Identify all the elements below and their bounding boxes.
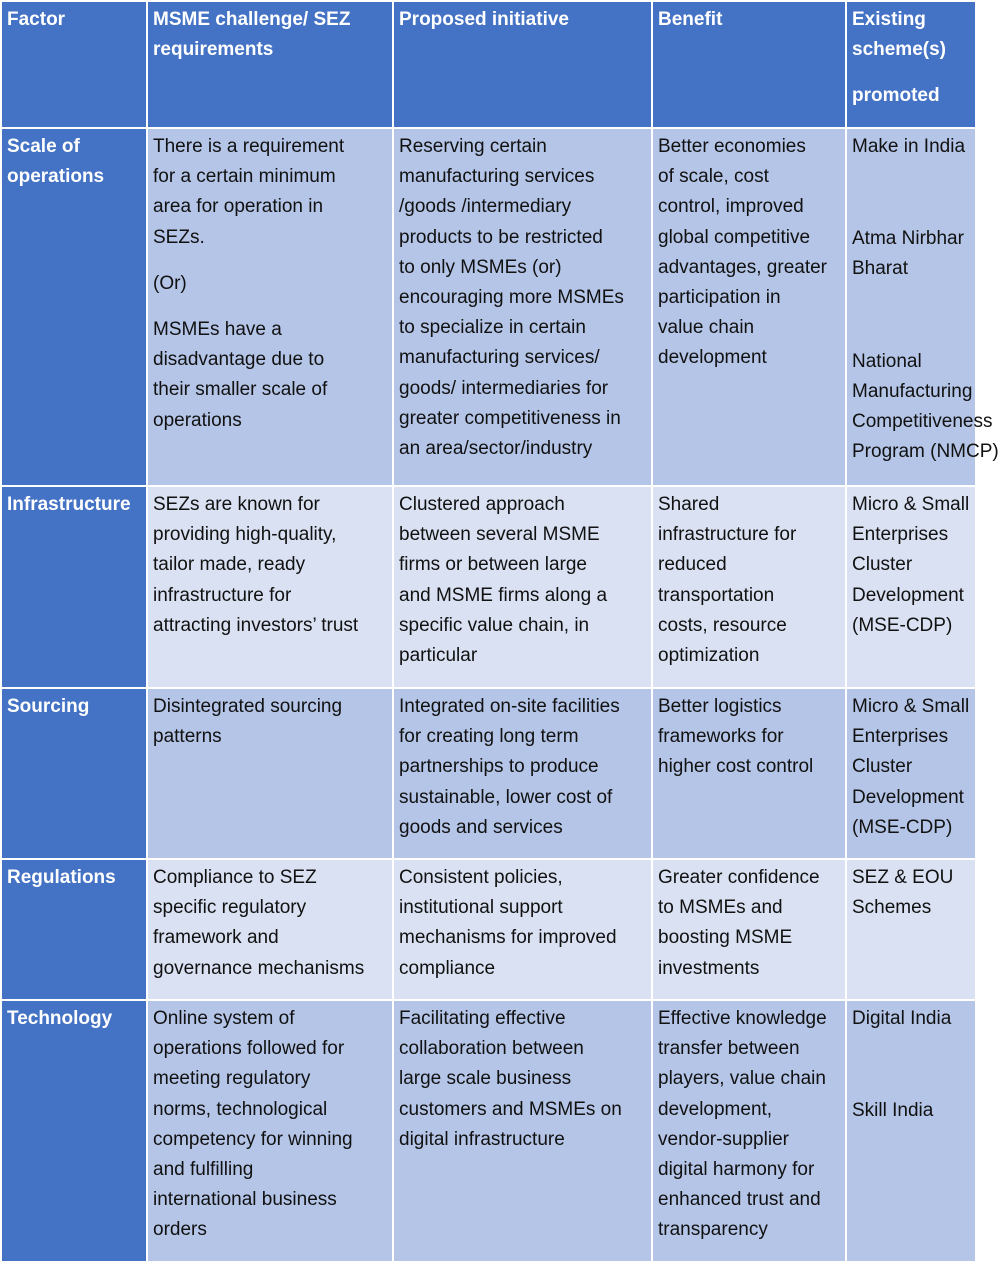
table-row xyxy=(1,859,976,1000)
header-schemes: Existing scheme(s) promoted xyxy=(846,1,976,128)
initiative-cell: Clustered approach between several MSME firms or between large and MSME firms along a specific value chain, in particular xyxy=(393,486,652,688)
schemes-cell: Digital India Skill India xyxy=(846,1000,976,1262)
schemes-cell: Micro & Small Enterprises Cluster Development (MSE-CDP) xyxy=(846,486,976,688)
factor-cell: Scale of operations xyxy=(1,128,147,486)
initiative-cell: Reserving certain manufacturing services /goods /intermediary products to be restricted to only MSMEs (or) encouraging more MSMEs to specialize in certain manufacturing services/ goods/ intermediaries for greater competitiveness in an area/sector/industry xyxy=(393,128,652,486)
challenge-cell: SEZs are known for providing high-quality, tailor made, ready infrastructure for attracting investors’ trust xyxy=(147,486,393,688)
factor-cell: Technology xyxy=(1,1000,147,1262)
initiative-cell: Integrated on-site facilities for creating long term partnerships to produce sustainable, lower cost of goods and services xyxy=(393,688,652,859)
challenge-cell: Disintegrated sourcing patterns xyxy=(147,688,393,859)
table-row xyxy=(1,128,976,486)
table-row xyxy=(1,1000,976,1262)
schemes-cell: Make in India Atma Nirbhar Bharat National Manufacturing Competitiveness Program (NMCP) xyxy=(846,128,976,486)
benefit-cell: Effective knowledge transfer between players, value chain development, vendor-supplier digital harmony for enhanced trust and transparency xyxy=(652,1000,846,1262)
initiative-cell: Facilitating effective collaboration between large scale business customers and MSMEs on digital infrastructure xyxy=(393,1000,652,1262)
header-benefit: Benefit xyxy=(652,1,846,128)
challenge-cell: There is a requirement for a certain minimum area for operation in SEZs. (Or) MSMEs have a disadvantage due to their smaller scale of operations xyxy=(147,128,393,486)
table-row xyxy=(1,486,976,688)
table-row xyxy=(1,688,976,859)
factor-cell: Infrastructure xyxy=(1,486,147,688)
benefit-cell: Greater confidence to MSMEs and boosting MSME investments xyxy=(652,859,846,1000)
header-factor: Factor xyxy=(1,1,147,128)
header-initiative: Proposed initiative xyxy=(393,1,652,128)
challenge-cell: Compliance to SEZ specific regulatory framework and governance mechanisms xyxy=(147,859,393,1000)
factor-cell: Sourcing xyxy=(1,688,147,859)
factor-cell: Regulations xyxy=(1,859,147,1000)
benefit-cell: Better economies of scale, cost control, improved global competitive advantages, greater participation in value chain development xyxy=(652,128,846,486)
benefit-cell: Shared infrastructure for reduced transportation costs, resource optimization xyxy=(652,486,846,688)
header-row xyxy=(1,1,976,128)
schemes-cell: SEZ & EOU Schemes xyxy=(846,859,976,1000)
initiative-cell: Consistent policies, institutional support mechanisms for improved compliance xyxy=(393,859,652,1000)
schemes-cell: Micro & Small Enterprises Cluster Development (MSE-CDP) xyxy=(846,688,976,859)
benefit-cell: Better logistics frameworks for higher cost control xyxy=(652,688,846,859)
header-challenge: MSME challenge/ SEZ requirements xyxy=(147,1,393,128)
challenge-cell: Online system of operations followed for meeting regulatory norms, technological competency for winning and fulfilling international business orders xyxy=(147,1000,393,1262)
